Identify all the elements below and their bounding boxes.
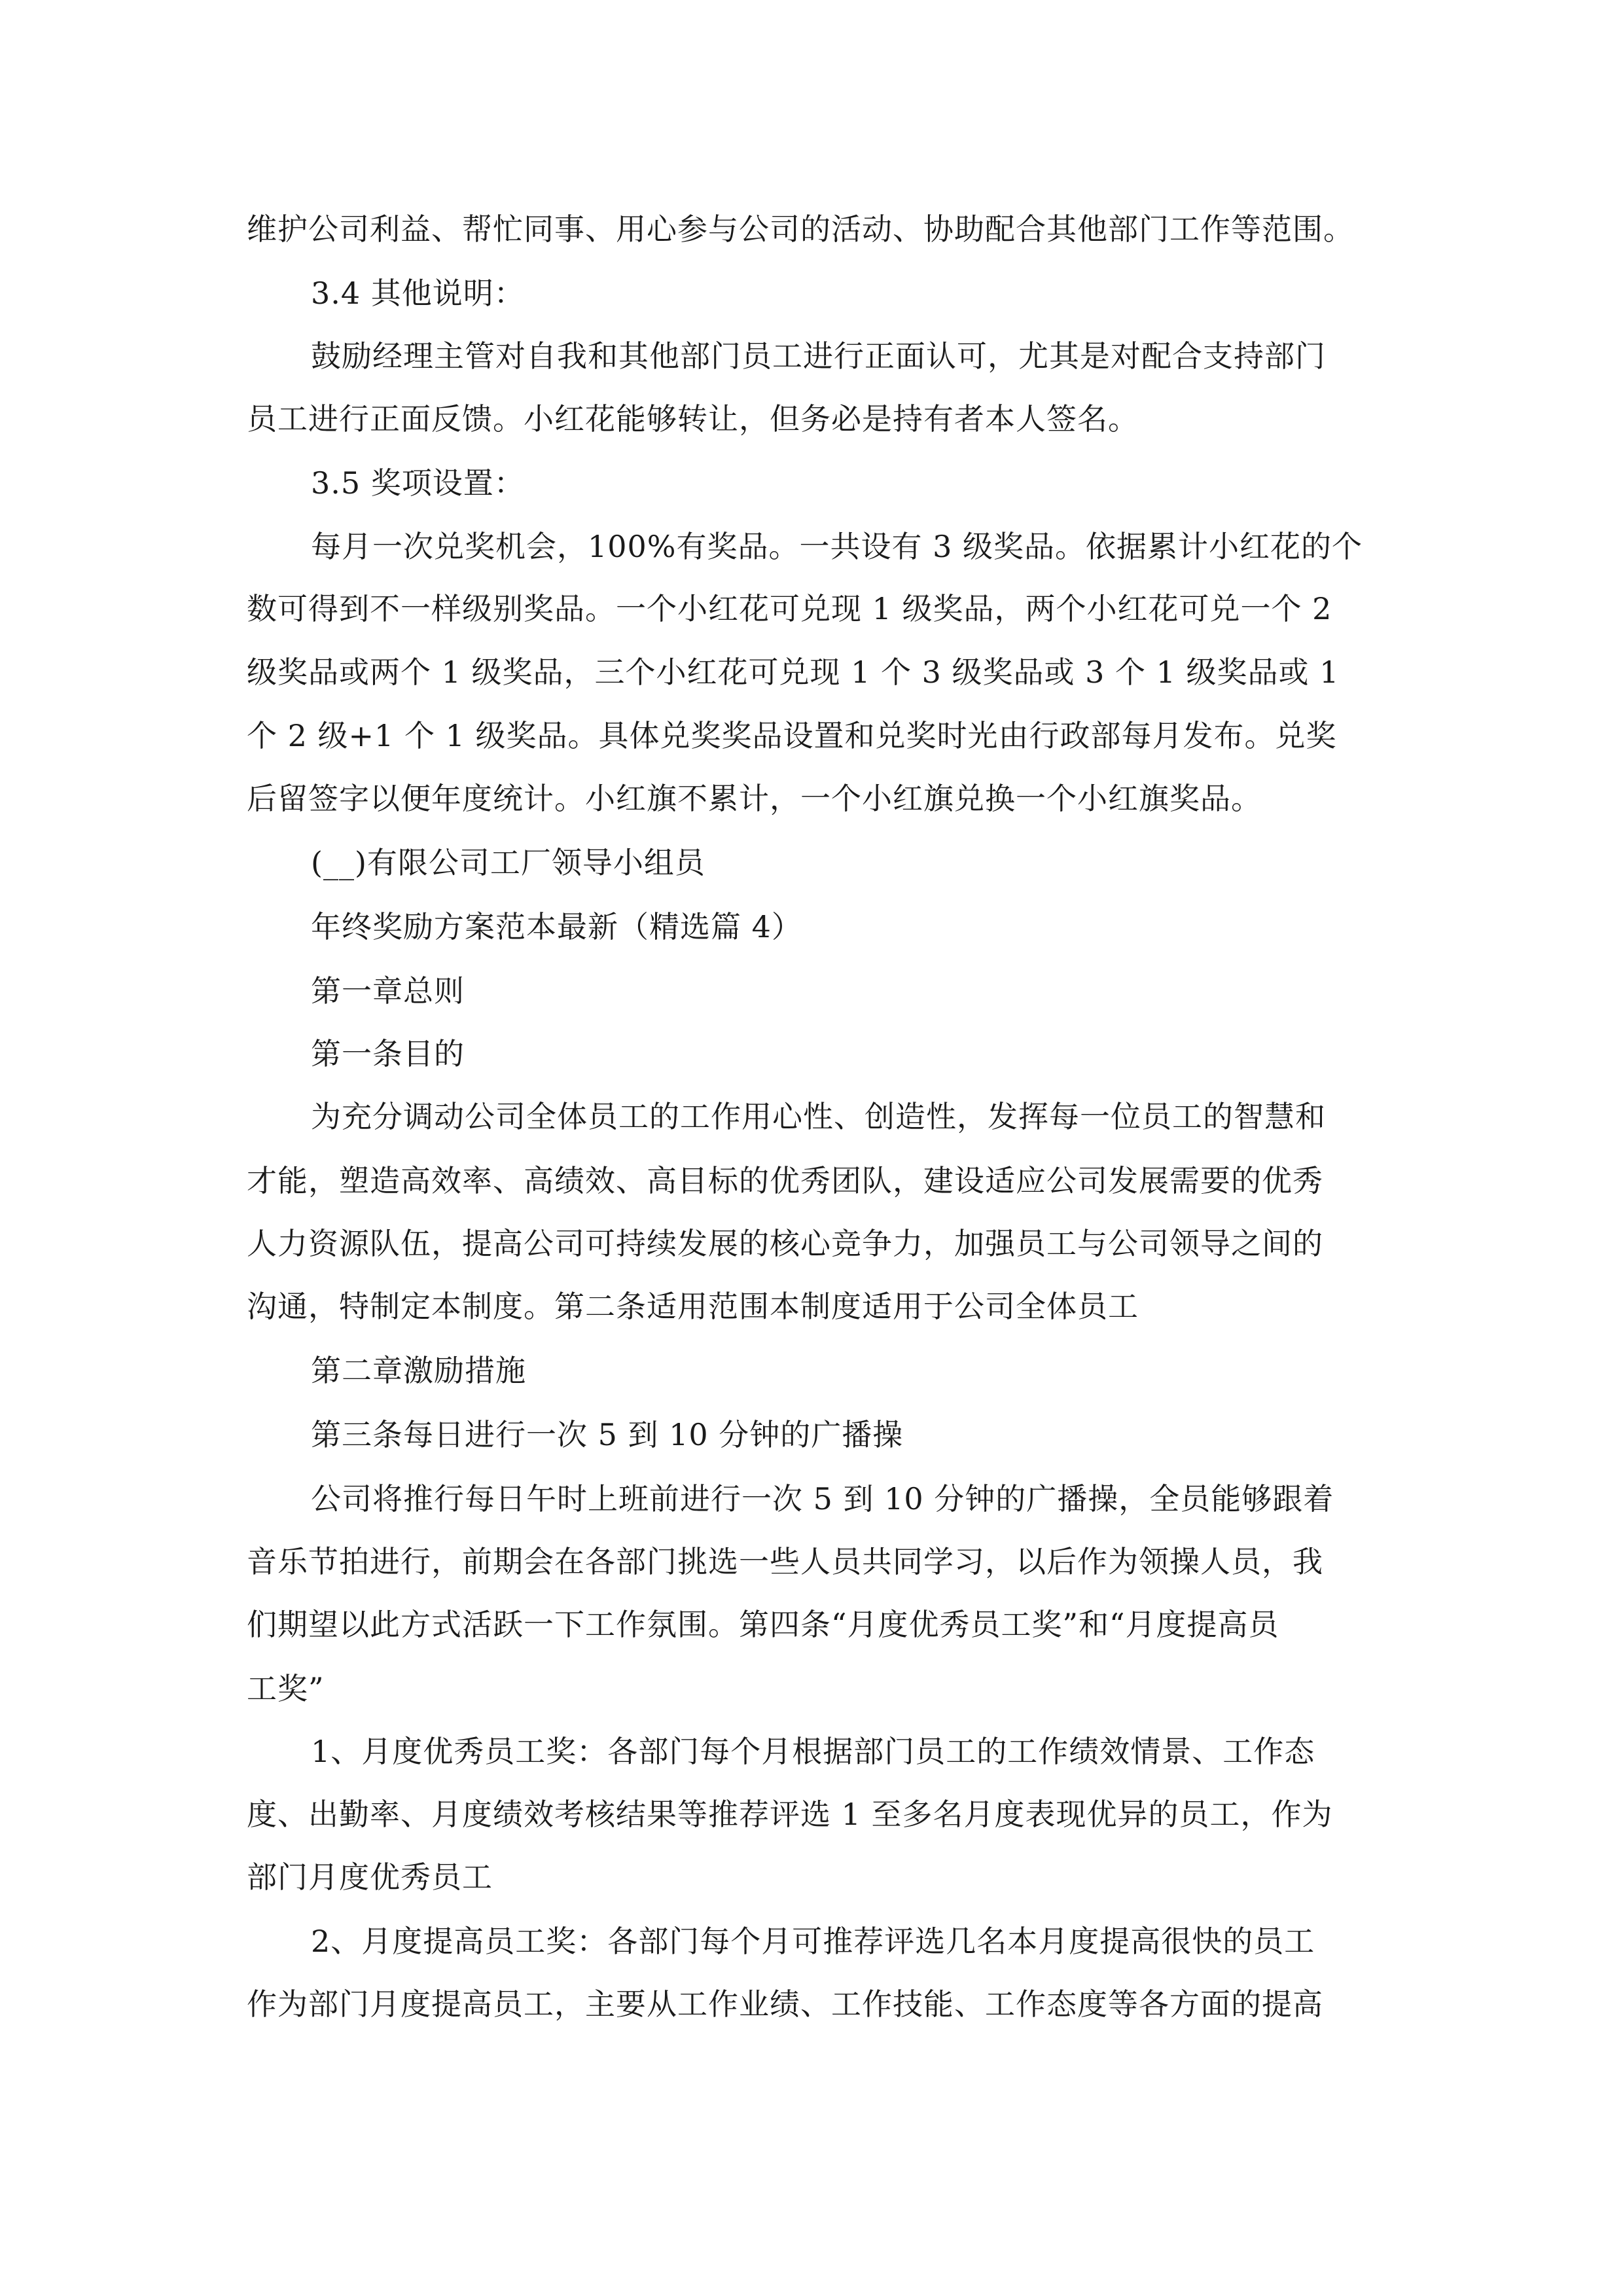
paragraph-line: 2、月度提高员工奖：各部门每个月可推荐评选几名本月度提高很快的员工	[311, 1924, 1315, 1959]
paragraph-line: 员工进行正面反馈。小红花能够转让，但务必是持有者本人签名。	[247, 401, 1139, 437]
paragraph-line: 鼓励经理主管对自我和其他部门员工进行正面认可，尤其是对配合支持部门	[311, 338, 1326, 374]
paragraph-line: 数可得到不一样级别奖品。一个小红花可兑现 1 级奖品，两个小红花可兑一个 2	[247, 591, 1332, 626]
paragraph-line: 度、出勤率、月度绩效考核结果等推荐评选 1 至多名月度表现优异的员工，作为	[247, 1797, 1333, 1832]
paragraph-line: 部门月度优秀员工	[247, 1859, 493, 1895]
paragraph-line: 级奖品或两个 1 级奖品，三个小红花可兑现 1 个 3 级奖品或 3 个 1 级奖品或 1	[247, 655, 1340, 690]
paragraph-line: 维护公司利益、帮忙同事、用心参与公司的活动、协助配合其他部门工作等范围。	[247, 211, 1354, 247]
document-title: 年终奖励方案范本最新（精选篇 4）	[311, 909, 802, 944]
paragraph-line: 人力资源队伍，提高公司可持续发展的核心竞争力，加强员工与公司领导之间的	[247, 1226, 1323, 1261]
article-heading: 第一条目的	[311, 1036, 465, 1071]
chapter-heading: 第二章激励措施	[311, 1353, 526, 1388]
paragraph-line: 们期望以此方式活跃一下工作氛围。第四条“月度优秀员工奖”和“月度提高员	[247, 1607, 1279, 1642]
paragraph-line: 1、月度优秀员工奖：各部门每个月根据部门员工的工作绩效情景、工作态	[311, 1734, 1315, 1769]
section-heading: 3.4 其他说明：	[311, 276, 525, 311]
paragraph-line: 后留签字以便年度统计。小红旗不累计，一个小红旗兑换一个小红旗奖品。	[247, 781, 1262, 816]
article-heading: 第三条每日进行一次 5 到 10 分钟的广播操	[311, 1417, 904, 1452]
paragraph-line: 沟通，特制定本制度。第二条适用范围本制度适用于公司全体员工	[247, 1289, 1139, 1324]
paragraph-line: 作为部门月度提高员工，主要从工作业绩、工作技能、工作态度等各方面的提高	[247, 1986, 1323, 2022]
paragraph-line: 音乐节拍进行，前期会在各部门挑选一些人员共同学习，以后作为领操人员，我	[247, 1544, 1323, 1579]
paragraph-line: 公司将推行每日午时上班前进行一次 5 到 10 分钟的广播操，全员能够跟着	[311, 1481, 1334, 1516]
signature-line: (__)有限公司工厂领导小组员	[311, 845, 705, 880]
paragraph-line: 每月一次兑奖机会，100%有奖品。一共设有 3 级奖品。依据累计小红花的个	[311, 529, 1363, 564]
paragraph-line: 个 2 级+1 个 1 级奖品。具体兑奖奖品设置和兑奖时光由行政部每月发布。兑奖	[247, 718, 1337, 753]
section-heading: 3.5 奖项设置：	[311, 465, 525, 501]
paragraph-line: 工奖”	[247, 1671, 325, 1706]
paragraph-line: 才能，塑造高效率、高绩效、高目标的优秀团队，建设适应公司发展需要的优秀	[247, 1163, 1323, 1198]
paragraph-line: 为充分调动公司全体员工的工作用心性、创造性，发挥每一位员工的智慧和	[311, 1099, 1326, 1134]
chapter-heading: 第一章总则	[311, 973, 465, 1009]
